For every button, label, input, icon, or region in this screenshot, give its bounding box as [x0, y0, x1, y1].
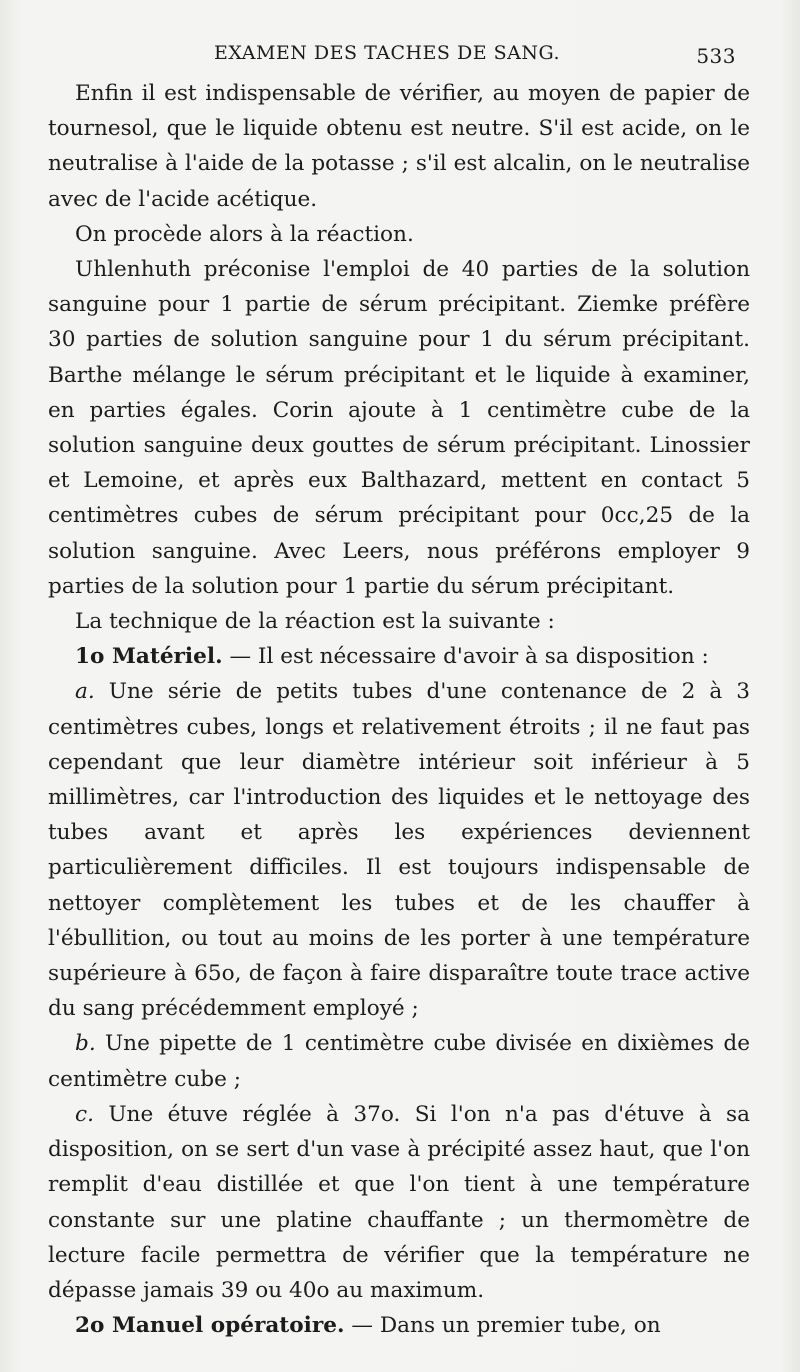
list-item-b	[48, 1026, 750, 1096]
list-marker: a.	[75, 679, 95, 705]
list-marker: c.	[75, 1101, 94, 1127]
paragraph-text: — Il est nécessaire d'avoir à sa disposition :	[222, 644, 709, 670]
list-item-a	[48, 674, 750, 1026]
paragraph-technique	[48, 604, 750, 639]
paragraph-text: Une série de petits tubes d'une contenance de 2 à 3 centimètres cubes, longs et relativement étroits ; il ne faut pas cependant que leur diamètre intérieur soit inférieur à 5 millimètres, car l'introduction des liquides et le nettoyage des tubes avant et après les expériences deviennent particulièrement difficiles. Il est toujours indispensable de nettoyer complètement les tubes et de les chauffer à l'ébullition, ou tout au moins de les porter à une température supérieure à 65o, de façon à faire disparaître toute trace active du sang précédemment employé ;	[48, 679, 750, 1022]
paragraph-text: Une pipette de 1 centimètre cube divisée en dixièmes de centimètre cube ;	[48, 1031, 750, 1092]
page-body	[48, 76, 750, 1343]
list-marker: b.	[75, 1031, 96, 1057]
paragraph-manuel-operatoire	[48, 1308, 750, 1343]
running-head	[48, 38, 750, 78]
page-number: 533	[696, 44, 736, 68]
running-title: EXAMEN DES TACHES DE SANG.	[214, 42, 561, 64]
paragraph-materiel	[48, 639, 750, 674]
paragraph-text: — Dans un premier tube, on	[344, 1313, 661, 1339]
paragraph-text: La technique de la réaction est la suivante :	[75, 609, 555, 635]
paragraph-text: On procède alors à la réaction.	[75, 221, 414, 247]
paragraph-text: Une étuve réglée à 37o. Si l'on n'a pas d'étuve à sa disposition, on se sert d'un vase à précipité assez haut, que l'on remplit d'eau distillée et que l'on tient à une température constante sur une platine chauffante ; un thermomètre de lecture facile permettra de vérifier que la température ne dépasse jamais 39 ou 40o au maximum.	[48, 1101, 750, 1303]
list-item-c	[48, 1097, 750, 1308]
paragraph-proportions	[48, 252, 750, 604]
paragraph-text: Enfin il est indispensable de vérifier, au moyen de papier de tournesol, que le liquide obtenu est neutre. S'il est acide, on le neutralise à l'aide de la potasse ; s'il est alcalin, on le neutralise avec de l'acide acétique.	[48, 81, 750, 212]
paragraph-neutralisation	[48, 76, 750, 217]
section-heading-materiel: 1o Matériel.	[75, 644, 223, 670]
paragraph-text: Uhlenhuth préconise l'emploi de 40 parties de la solution sanguine pour 1 partie de sérum précipitant. Ziemke préfère 30 parties de solution sanguine pour 1 du sérum précipitant. Barthe mélange le sérum précipitant et le liquide à examiner, en parties égales. Corin ajoute à 1 centimètre cube de la solution sanguine deux gouttes de sérum précipitant. Linossier et Lemoine, et après eux Balthazard, mettent en contact 5 centimètres cubes de sérum précipitant pour 0cc,25 de la solution sanguine. Avec Leers, nous préférons employer 9 parties de la solution pour 1 partie du sérum précipitant.	[48, 257, 750, 599]
section-heading-manuel: 2o Manuel opératoire.	[75, 1313, 345, 1339]
paragraph-reaction	[48, 217, 750, 252]
